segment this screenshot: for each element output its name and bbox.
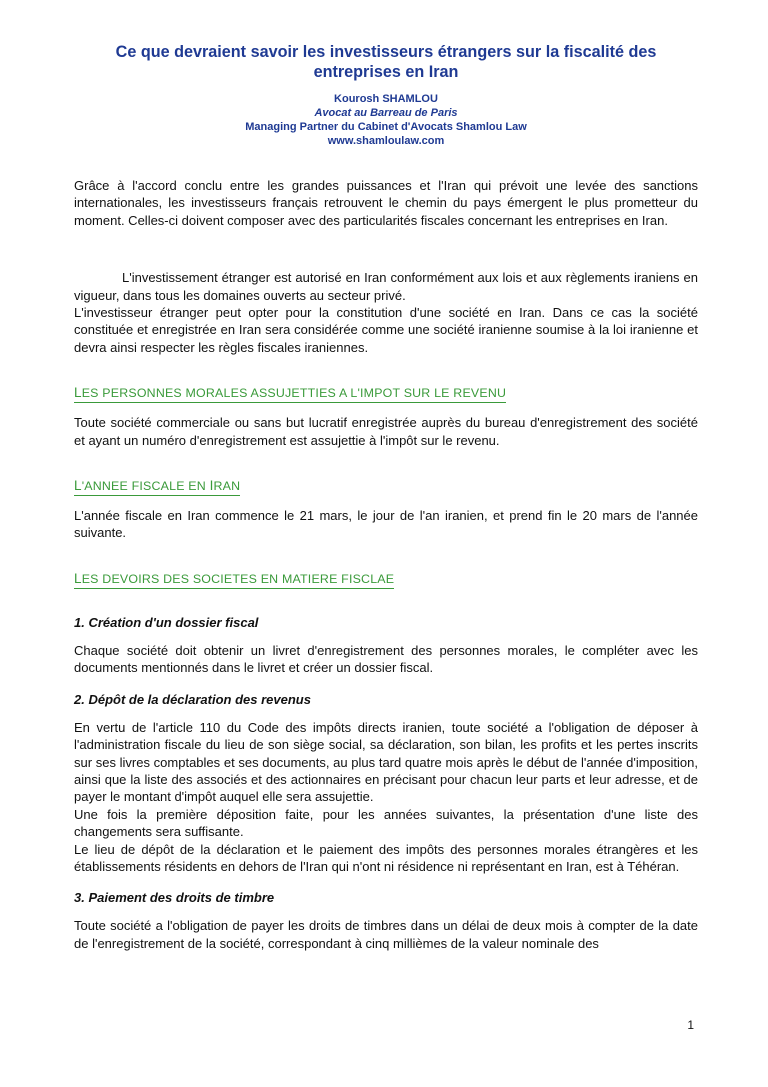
subheading-tax-file: 1. Création d'un dossier fiscal [74, 614, 259, 630]
author-role: Avocat au Barreau de Paris [314, 107, 458, 119]
paragraph-company: L'investisseur étranger peut opter pour la constitution d'une société en Iran. Dans ce cas la société constituée et enregistrée en Iran sera considérée comme une société iranienne soumise à la loi iranienne et devra ainsi respecter les règles fiscales iraniennes. [74, 305, 698, 355]
author-name: Kourosh SHAMLOU [334, 93, 438, 105]
income-declaration-text: En vertu de l'article 110 du Code des impôts directs iranien, toute société a l'obligation de déposer à l'administration fiscale du lieu de son siège social, sa déclaration, son bilan, les profits et les pertes inscrits sur ses livres comptables et ses documents, au plus tard quatre mois après le début de l'année d'imposition, ainsi que la liste des associés et des actionnaires en précisant pour chacun leur parts et leur adresse, et de payer le montant d'impôt auquel elle sera assujettie. [74, 719, 698, 805]
section-heading-taxable-entities: LES PERSONNES MORALES ASSUJETTIES A L'IMPOT SUR LE REVENU [74, 384, 506, 403]
paragraph-investment: L'investissement étranger est autorisé en Iran conformément aux lois et aux règlements iraniens en vigueur, dans tous les domaines ouverts au secteur privé. [74, 270, 698, 303]
section-heading-fiscal-year: L'ANNEE FISCALE EN IRAN [74, 477, 240, 496]
section-heading-wrap [74, 370, 698, 414]
section-fiscal-year-text: L'année fiscale en Iran commence le 21 mars, le jour de l'an iranien, et prend fin le 20 mars de l'année suivante. [74, 508, 698, 541]
document-page [74, 42, 698, 952]
tax-file-text: Chaque société doit obtenir un livret d'enregistrement des personnes morales, le compléter avec les documents mentionnés dans le livret et créer un dossier fiscal. [74, 642, 698, 676]
subheading-income-declaration: 2. Dépôt de la déclaration des revenus [74, 691, 311, 707]
stamp-duties-text: Toute société a l'obligation de payer les droits de timbres dans un délai de deux mois à compter de la date de l'enregistrement de la société, correspondant à cinq millièmes de la valeur nominale des [74, 918, 698, 951]
section-heading-wrap [74, 463, 698, 507]
income-declaration-text-2: Une fois la première déposition faite, pour les années suivantes, la présentation d'une liste des changements sera suffisante. [74, 806, 698, 840]
section-heading-duties: LES DEVOIRS DES SOCIETES EN MATIERE FISCLAE [74, 570, 394, 589]
author-position: Managing Partner du Cabinet d'Avocats Shamlou Law [245, 121, 527, 133]
subheading-stamp-duties: 3. Paiement des droits de timbre [74, 890, 275, 906]
section-heading-wrap [74, 556, 698, 600]
income-declaration-text-3: Le lieu de dépôt de la déclaration et le paiement des impôts des personnes morales étrangères et les établissements résidents en dehors de l'Iran qui n'ont ni résidence ni représentant en Iran, est à Téhéran. [74, 841, 698, 874]
document-title: Ce que devraient savoir les investisseurs étrangers sur la fiscalité des entreprises en Iran [115, 43, 657, 81]
page-number: 1 [687, 1018, 694, 1032]
author-website[interactable]: www.shamloulaw.com [327, 135, 445, 147]
author-block [74, 92, 698, 148]
section-taxable-entities-text: Toute société commerciale ou sans but lucratif enregistrée auprès du bureau d'enregistrement des société et ayant un numéro d'enregistrement est assujettie à l'impôt sur le revenu. [74, 415, 698, 448]
intro-paragraph: Grâce à l'accord conclu entre les grandes puissances et l'Iran qui prévoit une levée des sanctions internationales, les investisseurs français retrouvent le chemin du pays émergent le plus prometteur du moment. Celles-ci doivent composer avec des particularités fiscales concernant les entreprises en Iran. [74, 178, 698, 228]
